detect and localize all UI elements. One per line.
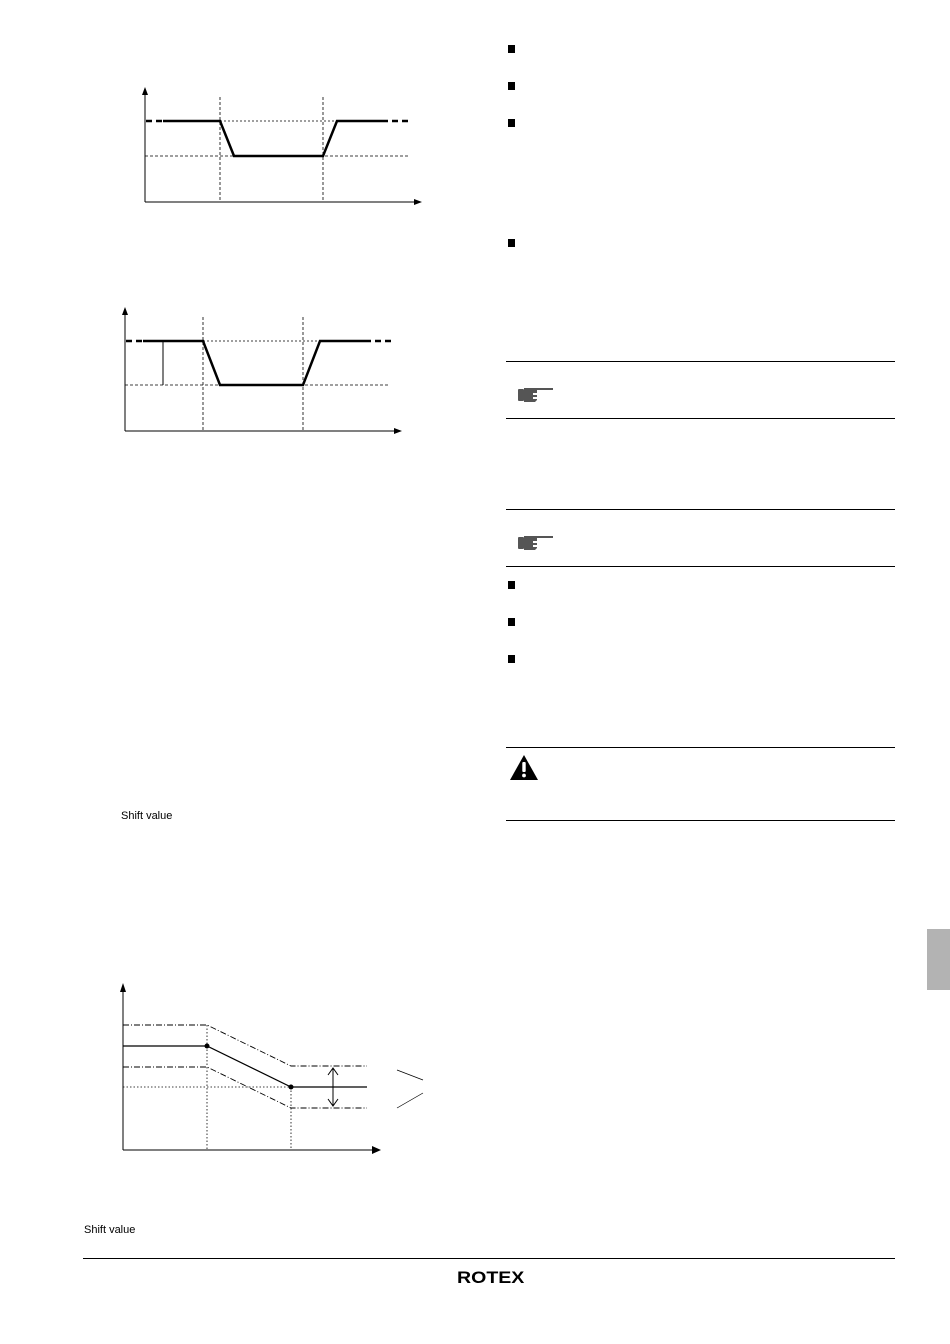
pointing-hand-icon [518,534,554,552]
x-axis-arrow [414,199,422,205]
curve-point-2 [289,1085,294,1090]
setpoint-curve [163,121,382,156]
bullet-4 [508,239,515,247]
bullet-7 [508,655,515,663]
y-axis-arrow [120,983,126,992]
warning-triangle-icon [509,754,539,781]
setpoint-profile-diagram-2 [110,305,410,435]
note-1-top-rule [506,361,895,362]
setpoint-profile-diagram-1 [130,85,430,210]
curve-point-1 [205,1044,210,1049]
bullet-1 [508,45,515,53]
setpoint-curve [143,341,365,385]
bullet-3 [508,119,515,127]
shift-value-label-1: Shift value [121,810,173,822]
x-axis-arrow [394,428,402,434]
bullet-6 [508,618,515,626]
weather-dependent-curve-diagram [110,980,440,1160]
bullet-5 [508,581,515,589]
note-2-bottom-rule [506,566,895,567]
note-1-bottom-rule [506,418,895,419]
y-axis-arrow [122,307,128,315]
rotex-logo: ROTEX [457,1268,525,1287]
warning-top-rule [506,747,895,748]
note-2-top-rule [506,509,895,510]
footer-rule [83,1258,895,1259]
shift-value-label-2: Shift value [84,1224,136,1236]
y-axis-arrow [142,87,148,95]
section-side-tab [927,929,950,990]
bullet-2 [508,82,515,90]
pointing-hand-icon [518,386,554,404]
warning-bottom-rule [506,820,895,821]
heating-curve [123,1046,367,1087]
x-axis-arrow [372,1146,381,1154]
